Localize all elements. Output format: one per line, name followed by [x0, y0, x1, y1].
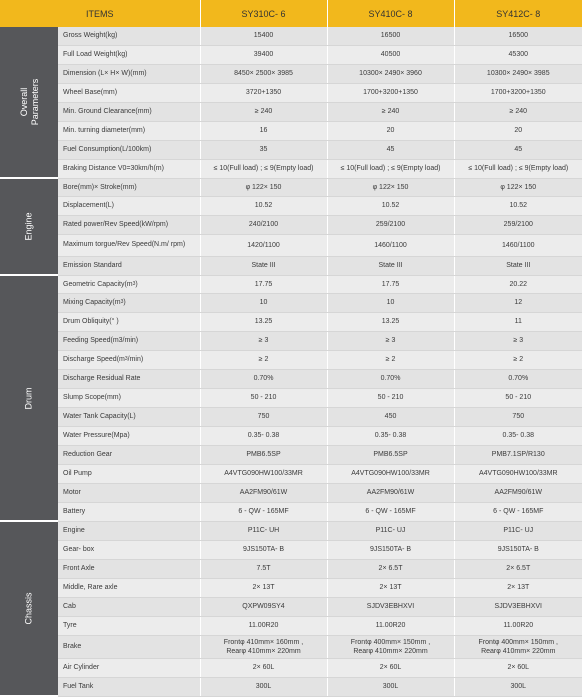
value-cell: A4VTG090HW100/33MR: [327, 464, 454, 483]
value-cell: 259/2100: [454, 215, 582, 234]
table-row: [0, 196, 582, 215]
table-row: [0, 312, 582, 331]
value-cell: P11C- UH: [200, 521, 327, 540]
value-cell: 750: [454, 407, 582, 426]
category-cell: [0, 27, 58, 178]
value-cell: ≥ 240: [454, 102, 582, 121]
table-row: [0, 159, 582, 178]
value-cell: Frontφ 400mm× 150mm , Rearφ 410mm× 220mm: [327, 635, 454, 658]
value-cell: AA2FM90/61W: [200, 483, 327, 502]
value-cell: Frontφ 400mm× 150mm , Rearφ 410mm× 220mm: [454, 635, 582, 658]
table-row: [0, 407, 582, 426]
item-text: Braking Distance V0=30km/h(m): [63, 165, 164, 172]
table-row: [0, 677, 582, 696]
table-row: [0, 426, 582, 445]
value-cell: 6 - QW - 165MF: [327, 502, 454, 521]
item-label: [58, 464, 200, 483]
value-cell: 1460/1100: [327, 234, 454, 256]
item-label: [58, 45, 200, 64]
value-cell: State III: [327, 256, 454, 275]
item-text: Min. turning diameter(mm): [63, 127, 146, 134]
category-label: Chassis: [23, 592, 34, 625]
items-header: ITEMS: [0, 0, 200, 27]
item-label: [58, 677, 200, 696]
value-cell: 45: [327, 140, 454, 159]
value-cell: 10300× 2490× 3960: [327, 64, 454, 83]
item-text: Middle, Rare axle: [63, 584, 118, 591]
value-cell: 16500: [327, 27, 454, 45]
table-row: [0, 635, 582, 658]
item-text: Min. Ground Clearance(mm): [63, 108, 152, 115]
value-cell: 0.35- 0.38: [200, 426, 327, 445]
value-cell: 1700+3200+1350: [327, 83, 454, 102]
value-cell: ≤ 10(Full load) ; ≤ 9(Empty load): [454, 159, 582, 178]
value-cell: 20: [454, 121, 582, 140]
value-cell: 9JS150TA- B: [454, 540, 582, 559]
value-cell: 10: [327, 293, 454, 312]
table-row: [0, 597, 582, 616]
table-row: [0, 445, 582, 464]
value-cell: ≥ 2: [327, 350, 454, 369]
item-label: [58, 540, 200, 559]
item-label: [58, 502, 200, 521]
item-label: [58, 121, 200, 140]
value-cell: 0.70%: [327, 369, 454, 388]
value-cell: 10.52: [454, 196, 582, 215]
category-label: Overall Parameters: [19, 78, 40, 126]
value-cell: PMB7.1SP/R130: [454, 445, 582, 464]
value-cell: AA2FM90/61W: [327, 483, 454, 502]
value-cell: 2× 60L: [454, 658, 582, 677]
item-text: Bore(mm)× Stroke(mm): [63, 183, 137, 191]
table-row: [0, 178, 582, 196]
value-cell: 17.75: [327, 275, 454, 293]
item-text: Oil Pump: [63, 470, 92, 477]
item-text: Tyre: [63, 622, 77, 629]
item-label: [58, 140, 200, 159]
value-cell: PMB6.5SP: [327, 445, 454, 464]
item-text-end: ): [123, 299, 126, 306]
item-text: Water Tank Capacity(L): [63, 413, 136, 420]
value-cell: 11.00R20: [454, 616, 582, 635]
model-header-1: SY310C- 6: [200, 0, 327, 27]
item-label: [58, 312, 200, 331]
value-cell: 1460/1100: [454, 234, 582, 256]
item-text: Engine: [63, 527, 85, 534]
value-cell: 16500: [454, 27, 582, 45]
value-cell: ≥ 3: [327, 331, 454, 350]
item-text: Motor: [63, 489, 81, 496]
value-cell: 450: [327, 407, 454, 426]
value-cell: 2× 6.5T: [454, 559, 582, 578]
category-cell: [0, 275, 58, 521]
header-row: [0, 0, 582, 27]
table-row: [0, 331, 582, 350]
value-cell: φ 122× 150: [454, 178, 582, 196]
item-label: [58, 293, 200, 312]
item-label: [58, 234, 200, 256]
item-text: Maximum torgue/Rev Speed(N.m/ rpm): [63, 241, 186, 248]
value-cell: 13.25: [327, 312, 454, 331]
item-text: Feeding Speed(m3/min): [63, 337, 139, 344]
value-cell: 240/2100: [200, 215, 327, 234]
value-cell: φ 122× 150: [200, 178, 327, 196]
value-cell: A4VTG090HW100/33MR: [454, 464, 582, 483]
value-cell: 11: [454, 312, 582, 331]
value-cell: State III: [200, 256, 327, 275]
table-row: [0, 388, 582, 407]
item-superscript: 3: [120, 299, 124, 305]
item-text: Drum Obliquity(° ): [63, 318, 119, 325]
value-cell: 300L: [327, 677, 454, 696]
value-cell: 9JS150TA- B: [327, 540, 454, 559]
value-cell: 13.25: [200, 312, 327, 331]
table-row: [0, 540, 582, 559]
item-label: [58, 178, 200, 196]
value-cell: ≥ 240: [327, 102, 454, 121]
model-header-2: SY410C- 8: [327, 0, 454, 27]
table-row: [0, 275, 582, 293]
item-label: [58, 658, 200, 677]
item-superscript: 3: [124, 356, 128, 362]
item-text: Dimension (L× H× W)(mm): [63, 70, 147, 77]
item-label: [58, 196, 200, 215]
value-cell: 39400: [200, 45, 327, 64]
item-text: Gear- box: [63, 546, 95, 553]
table-row: [0, 256, 582, 275]
table-row: [0, 658, 582, 677]
value-cell: P11C- UJ: [327, 521, 454, 540]
value-cell: 11.00R20: [200, 616, 327, 635]
value-cell: ≤ 10(Full load) ; ≤ 9(Empty load): [327, 159, 454, 178]
value-cell: 9JS150TA- B: [200, 540, 327, 559]
value-cell: QXPW09SY4: [200, 597, 327, 616]
table-row: [0, 293, 582, 312]
value-cell: ≥ 240: [200, 102, 327, 121]
value-cell: 2× 60L: [200, 658, 327, 677]
item-label: [58, 616, 200, 635]
value-cell: 2× 13T: [327, 578, 454, 597]
value-cell: 16: [200, 121, 327, 140]
value-cell: SJDV3EBHXVI: [327, 597, 454, 616]
table-row: [0, 578, 582, 597]
item-text: Reduction Gear: [63, 451, 113, 458]
value-cell: 20: [327, 121, 454, 140]
item-text: Fuel Consumption(L/100km): [63, 146, 152, 153]
value-cell: φ 122× 150: [327, 178, 454, 196]
item-label: [58, 635, 200, 658]
value-cell: 2× 13T: [200, 578, 327, 597]
item-text: Water Pressure(Mpa): [63, 432, 130, 439]
value-cell: State III: [454, 256, 582, 275]
table-row: [0, 350, 582, 369]
value-cell: P11C- UJ: [454, 521, 582, 540]
value-cell: 300L: [200, 677, 327, 696]
value-cell: 45300: [454, 45, 582, 64]
value-cell: AA2FM90/61W: [454, 483, 582, 502]
value-cell: 12: [454, 293, 582, 312]
table-row: [0, 483, 582, 502]
value-cell: 0.35- 0.38: [327, 426, 454, 445]
table-row: [0, 559, 582, 578]
value-cell: 2× 60L: [327, 658, 454, 677]
table-row: [0, 464, 582, 483]
value-cell: 1420/1100: [200, 234, 327, 256]
item-text: Air Cylinder: [63, 664, 100, 671]
item-text: Discharge Speed(m: [63, 356, 125, 363]
item-label: [58, 215, 200, 234]
item-text: Rated power/Rev Speed(kW/rpm): [63, 221, 169, 228]
item-label: [58, 597, 200, 616]
table-row: [0, 83, 582, 102]
table-row: [0, 102, 582, 121]
value-cell: ≥ 2: [454, 350, 582, 369]
item-text: Battery: [63, 508, 86, 515]
value-cell: 40500: [327, 45, 454, 64]
table-row: [0, 64, 582, 83]
value-cell: 750: [200, 407, 327, 426]
value-cell: 50 - 210: [454, 388, 582, 407]
value-cell: 0.70%: [454, 369, 582, 388]
value-cell: 300L: [454, 677, 582, 696]
table-row: [0, 27, 582, 45]
item-text: Emission Standard: [63, 262, 122, 269]
model-header-3: SY412C- 8: [454, 0, 582, 27]
item-text: Displacement(L): [63, 202, 114, 209]
table-row: [0, 140, 582, 159]
value-cell: 15400: [200, 27, 327, 45]
category-cell: [0, 521, 58, 696]
value-cell: 20.22: [454, 275, 582, 293]
value-cell: ≥ 3: [454, 331, 582, 350]
item-text-end: /min): [127, 356, 144, 363]
item-label: [58, 350, 200, 369]
item-label: [58, 369, 200, 388]
value-cell: 10: [200, 293, 327, 312]
table-row: [0, 521, 582, 540]
item-label: [58, 102, 200, 121]
item-text: Full Load Weight(kg): [63, 51, 128, 58]
table-row: [0, 121, 582, 140]
value-cell: 3720+1350: [200, 83, 327, 102]
item-text: Cab: [63, 603, 76, 610]
value-cell: 0.70%: [200, 369, 327, 388]
item-label: [58, 159, 200, 178]
value-cell: 11.00R20: [327, 616, 454, 635]
item-text: Discharge Residual Rate: [63, 375, 141, 382]
item-superscript: 3: [132, 280, 136, 287]
item-text: Brake: [63, 643, 82, 650]
value-cell: ≥ 2: [200, 350, 327, 369]
value-cell: 50 - 210: [200, 388, 327, 407]
value-cell: 10300× 2490× 3985: [454, 64, 582, 83]
item-text: Fuel Tank: [63, 683, 94, 690]
value-cell: Frontφ 410mm× 160mm , Rearφ 410mm× 220mm: [200, 635, 327, 658]
value-cell: 2× 13T: [454, 578, 582, 597]
item-text: Gross Weight(kg): [63, 32, 118, 40]
value-cell: 45: [454, 140, 582, 159]
item-label: [58, 83, 200, 102]
item-label: [58, 256, 200, 275]
item-text: Wheel Base(mm): [63, 89, 118, 96]
item-text: Mixing Capacity(m: [63, 299, 121, 306]
value-cell: 7.5T: [200, 559, 327, 578]
value-cell: 2× 6.5T: [327, 559, 454, 578]
value-cell: ≤ 10(Full load) ; ≤ 9(Empty load): [200, 159, 327, 178]
table-row: [0, 616, 582, 635]
category-label: Engine: [23, 212, 34, 241]
item-label: [58, 483, 200, 502]
item-text: Geometric Capacity(m: [63, 280, 133, 288]
value-cell: 259/2100: [327, 215, 454, 234]
value-cell: ≥ 3: [200, 331, 327, 350]
table-row: [0, 369, 582, 388]
value-cell: 17.75: [200, 275, 327, 293]
item-label: [58, 407, 200, 426]
value-cell: SJDV3EBHXVI: [454, 597, 582, 616]
item-label: [58, 559, 200, 578]
value-cell: 0.35- 0.38: [454, 426, 582, 445]
table-row: [0, 502, 582, 521]
value-cell: PMB6.5SP: [200, 445, 327, 464]
category-label: Drum: [23, 387, 34, 409]
item-label: [58, 445, 200, 464]
value-cell: 35: [200, 140, 327, 159]
value-cell: 10.52: [200, 196, 327, 215]
value-cell: 1700+3200+1350: [454, 83, 582, 102]
value-cell: 6 - QW - 165MF: [200, 502, 327, 521]
table-row: [0, 234, 582, 256]
item-text-end: ): [135, 280, 138, 288]
item-label: [58, 64, 200, 83]
table-row: [0, 45, 582, 64]
value-cell: 6 - QW - 165MF: [454, 502, 582, 521]
item-label: [58, 578, 200, 597]
value-cell: A4VTG090HW100/33MR: [200, 464, 327, 483]
item-label: [58, 426, 200, 445]
item-label: [58, 331, 200, 350]
value-cell: 50 - 210: [327, 388, 454, 407]
item-text: Front Axle: [63, 565, 95, 572]
spec-body: [0, 27, 582, 696]
item-label: [58, 521, 200, 540]
item-label: [58, 388, 200, 407]
table-row: [0, 215, 582, 234]
item-text: Slump Scope(mm): [63, 394, 121, 401]
value-cell: 10.52: [327, 196, 454, 215]
item-label: [58, 275, 200, 293]
item-label: [58, 27, 200, 45]
category-cell: [0, 178, 58, 275]
value-cell: 8450× 2500× 3985: [200, 64, 327, 83]
